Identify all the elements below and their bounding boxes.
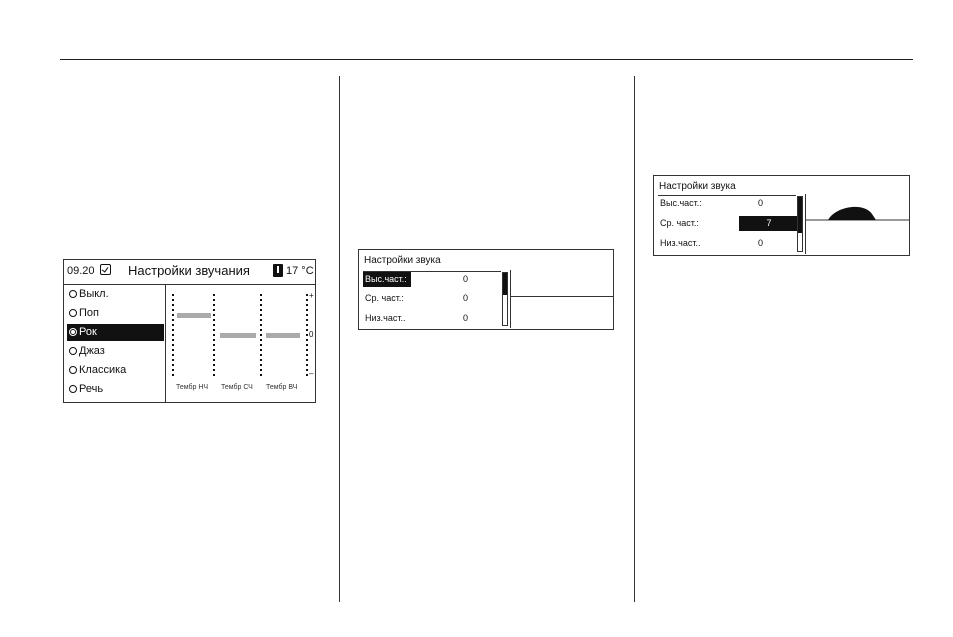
row-value: 0: [463, 274, 469, 284]
preset-item-off[interactable]: Выкл.: [67, 286, 164, 303]
clock-time: 09.20: [67, 265, 95, 277]
equalizer-panel: [166, 285, 316, 403]
eq-band-label: Тембр НЧ: [176, 384, 209, 391]
row-label: Ср. част.:: [365, 293, 404, 303]
eq-band-label: Тембр СЧ: [221, 384, 253, 391]
scrollbar[interactable]: [502, 272, 508, 326]
screen-title: Настройки звучания: [128, 263, 250, 278]
eq-treble-bar[interactable]: [266, 333, 300, 338]
column-divider-right: [634, 76, 635, 602]
row-treble[interactable]: [658, 196, 796, 211]
column-divider-left: [339, 76, 340, 602]
outside-temperature: 17 °C: [286, 265, 314, 277]
screen-title: Настройки звука: [659, 181, 736, 192]
radio-icon: [69, 366, 77, 374]
eq-zero-mark: 0: [309, 330, 314, 339]
row-mid[interactable]: [658, 216, 796, 231]
row-value: 0: [463, 293, 469, 303]
row-label: Выс.част.:: [660, 198, 702, 208]
screen-title: Настройки звука: [364, 255, 441, 266]
sound-settings-screen-mid: [653, 175, 910, 256]
row-bass[interactable]: [658, 236, 796, 251]
preset-item-classic[interactable]: Классика: [67, 362, 164, 379]
eq-scale-dots: [213, 294, 215, 378]
top-rule: [60, 59, 913, 60]
row-label: Ср. част.:: [660, 218, 699, 228]
eq-mid-bar[interactable]: [220, 333, 256, 338]
radio-icon: [69, 385, 77, 393]
eq-scale-dots: [172, 294, 174, 378]
sound-presets-screen: [63, 259, 316, 403]
eq-scale-dots: [306, 294, 308, 378]
scrollbar-thumb[interactable]: [798, 197, 802, 233]
sound-settings-screen-treble: [358, 249, 614, 330]
radio-icon: [69, 290, 77, 298]
radio-icon: [69, 309, 77, 317]
eq-bass-bar[interactable]: [177, 313, 211, 318]
scrollbar-thumb[interactable]: [503, 273, 507, 295]
row-value: 0: [758, 198, 764, 208]
eq-band-label: Тембр ВЧ: [266, 384, 298, 391]
thermometer-icon: [273, 264, 283, 277]
screen-header: [64, 260, 315, 285]
row-label: Низ.част..: [660, 238, 701, 248]
row-label: Выс.част.:: [363, 272, 411, 287]
row-mid[interactable]: [363, 291, 501, 306]
preset-item-pop[interactable]: Поп: [67, 305, 164, 322]
preset-item-rock[interactable]: Рок: [67, 324, 164, 341]
row-value: 7: [739, 216, 799, 231]
preset-item-jazz[interactable]: Джаз: [67, 343, 164, 360]
response-curve-mid-boost: [806, 196, 909, 236]
preset-list: [64, 285, 166, 403]
graph-separator: [510, 270, 511, 328]
row-treble[interactable]: [363, 272, 501, 287]
eq-scale-dots: [260, 294, 262, 378]
clock-icon: [100, 264, 111, 275]
row-value: 0: [758, 238, 764, 248]
radio-icon: [69, 347, 77, 355]
eq-minus-mark: –: [309, 369, 314, 378]
row-bass[interactable]: [363, 311, 501, 326]
row-label: Низ.част..: [365, 313, 406, 323]
response-curve-flat: [511, 296, 613, 297]
preset-item-speech[interactable]: Речь: [67, 381, 164, 398]
row-value: 0: [463, 313, 469, 323]
eq-plus-mark: +: [309, 291, 314, 300]
scrollbar[interactable]: [797, 196, 803, 252]
radio-selected-icon: [69, 328, 77, 336]
